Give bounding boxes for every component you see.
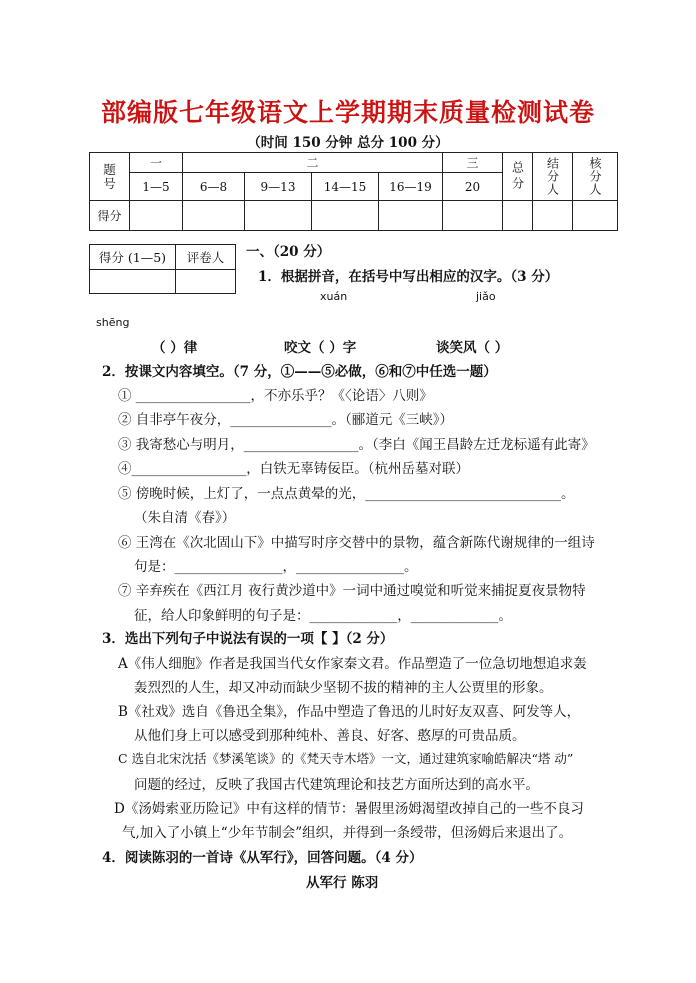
option-c-line-2: 问题的经过，反映了我国古代建筑理论和技艺方面所达到的高水平。 [134,777,539,793]
option-c-line-1: C 选自北宋沈括《梦溪笔谈》的《梵天寺木塔》一文，通过建筑家喻皓解决“塔 动” [118,751,574,766]
pinyin-3: shēng [96,316,130,329]
score-cell[interactable] [312,201,379,231]
section-score-box [89,244,236,294]
question-2-line-7: ⑦ 辛弃疾在《西江月 夜行黄沙道中》一词中通过嗅觉和听觉来捕捉夏夜景物特 [118,583,586,599]
question-1-item-2: 咬文（ ）字 [284,340,357,356]
question-2-line-7-blanks: 征，给人印象鲜明的句子是：_____________，_____________。 [134,608,512,624]
question-2-line-6: ⑥ 王湾在《次北固山下》中描写时序交替中的景物，蕴含新陈代谢规律的一组诗 [118,535,595,551]
question-1-item-3: 谈笑风（ ） [436,340,509,356]
option-a-line-2: 轰烈烈的人生，却又冲动而缺少坚韧不拔的精神的主人公贾里的形象。 [134,680,553,696]
question-2-line-5-source: （朱自清《春》） [134,510,236,526]
checker-header: 核分人 [573,153,618,201]
score-cell[interactable] [379,201,443,231]
section-2-header: 二 [183,153,443,173]
pinyin-2: jiǎo [476,290,496,303]
score-cell[interactable] [245,201,312,231]
sub-header: 20 [443,173,503,201]
question-2-line-1: ① _________________，不亦乐乎？《〈论语〉八则》 [118,388,433,404]
score-cell[interactable] [573,201,618,231]
sub-header: 16—19 [379,173,443,201]
exam-title: 部编版七年级语文上学期期末质量检测试卷 [100,98,595,127]
total-header: 总分 [503,153,533,201]
question-2-line-6-blanks: 句是：________________，________________。 [134,559,418,575]
question-2-line-4: ④_________________，白铁无辜铸佞臣。（杭州岳墓对联） [118,461,469,477]
sub-header: 14—15 [312,173,379,201]
score-cell[interactable] [503,201,533,231]
sub-header: 6—8 [183,173,245,201]
section-score-cell[interactable] [90,269,176,294]
score-table [89,152,618,231]
score-cell[interactable] [183,201,245,231]
poem-title: 从军行 陈羽 [306,875,379,891]
question-4-stem: 4．阅读陈羽的一首诗《从军行》，回答问题。（4 分） [102,850,423,866]
question-3-stem: 3．选出下列句子中说法有误的一项【 】（2 分） [102,631,394,647]
section-grader-cell[interactable] [176,269,236,294]
option-b-line-1: B《社戏》选自《鲁迅全集》，作品中塑造了鲁迅的儿时好友双喜、阿发等人， [118,704,581,720]
option-d-line-2: 气,加入了小镇上“少年节制会”组织，并得到一条绶带，但汤姆后来退出了。 [122,825,573,841]
score-cell[interactable] [130,201,183,231]
section-3-header: 三 [443,153,503,173]
question-1-stem: 1．根据拼音，在括号中写出相应的汉字。（3 分） [258,269,559,285]
question-2-line-2: ② 自非亭午夜分，_______________。（郦道元《三峡》） [118,412,454,428]
option-d-line-1: D《汤姆索亚历险记》中有这样的情节：暑假里汤姆渴望改掉自己的一些不良习 [114,801,584,817]
exam-subtitle: （时间 150 分钟 总分 100 分） [247,135,449,151]
question-2-line-5: ⑤ 傍晚时候，上灯了，一点点黄晕的光，_____________________________。 [118,486,575,502]
question-number-header: 题 号 [90,153,130,201]
score-cell[interactable] [533,201,573,231]
grader-header: 结分人 [533,153,573,201]
question-2-line-3: ③ 我寄愁心与明月，_________________。（李白《闻王昌龄左迁龙标遥有此寄》 [118,437,595,453]
sub-header: 1—5 [130,173,183,201]
score-row-label: 得分 [90,201,130,231]
option-a-line-1: A《伟人细胞》作者是我国当代女作家秦文君。作品塑造了一位急切地想追求轰 [118,656,587,672]
part-1-heading: 一、（20 分） [246,244,331,260]
question-2-stem: 2．按课文内容填空。（7 分，①——⑤必做，⑥和⑦中任选一题） [102,364,497,380]
section-1-header: 一 [130,153,183,173]
question-1-item-1: （ ）律 [152,340,198,356]
option-b-line-2: 从他们身上可以感受到那种纯朴、善良、好客、憨厚的可贵品质。 [134,728,526,744]
score-cell[interactable] [443,201,503,231]
sub-header: 9—13 [245,173,312,201]
section-grader-label: 评卷人 [176,245,236,270]
section-score-label: 得分 (1—5) [90,245,176,270]
pinyin-1: xuán [320,290,348,303]
